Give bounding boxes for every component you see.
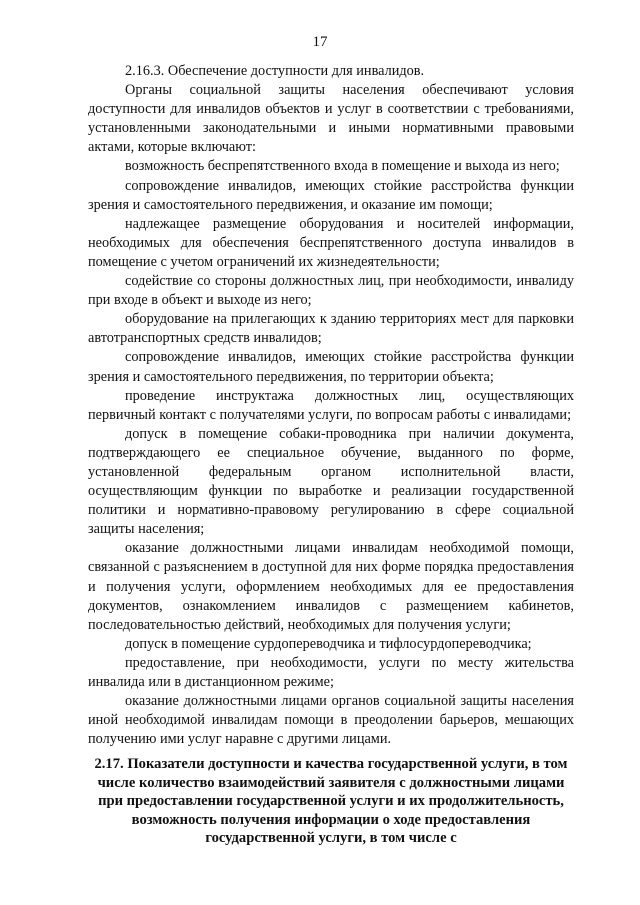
page-number: 17 <box>312 34 328 50</box>
paragraph-item: предоставление, при необходимости, услуги по месту жительства инвалида или в дистанционном режиме; <box>88 654 574 690</box>
paragraph-intro: Органы социальной защиты населения обеспечивают условия доступности для инвалидов объектов и услуг в соответствии с требованиями, установленными законодательными и иными нормативными правовыми актами, которые включают: <box>88 82 574 156</box>
paragraph-item: проведение инструктажа должностных лиц, осуществляющих первичный контакт с получателями услуги, по вопросам работы с инвалидами; <box>88 387 574 423</box>
paragraph-item: оборудование на прилегающих к зданию территориях мест для парковки автотранспортных средств инвалидов; <box>88 311 574 347</box>
body-text <box>88 62 574 749</box>
paragraph-item: допуск в помещение сурдопереводчика и тифлосурдопереводчика; <box>125 635 532 652</box>
paragraph-item: сопровождение инвалидов, имеющих стойкие расстройства функции зрения и самостоятельного передвижения, и оказание им помощи; <box>88 177 574 213</box>
paragraph-item: возможность беспрепятственного входа в помещение и выхода из него; <box>125 158 560 175</box>
paragraph-item: сопровождение инвалидов, имеющих стойкие расстройства функции зрения и самостоятельного передвижения, по территории объекта; <box>88 349 574 385</box>
paragraph-item: допуск в помещение собаки-проводника при наличии документа, подтверждающего ее специальное обучение, выданного по форме, установленной федеральным органом исполнительной власти, осуществляющим функции по выработке и реализации государственной политики и нормативно-правовому регулированию в сфере социальной защиты населения; <box>88 425 574 538</box>
paragraph-item: оказание должностными лицами инвалидам необходимой помощи, связанной с разъяснением в доступной для них форме порядка предоставления и получения услуги, оформлением необходимых для ее предоставления документов, ознакомлением инвалидов с размещением кабинетов, последовательностью действий, необходимых для получения услуги; <box>88 540 574 633</box>
section-heading: 2.17. Показатели доступности и качества государственной услуги, в том числе количество взаимодействий заявителя с должностными лицами при предоставлении государственной услуги и их продолжительность, возможность получения информации о ходе предоставления государственной услуги, в том числе с <box>94 756 568 847</box>
paragraph-item: содействие со стороны должностных лиц, при необходимости, инвалиду при входе в объект и выходе из него; <box>88 273 574 309</box>
paragraph-section-title: 2.16.3. Обеспечение доступности для инвалидов. <box>125 63 425 79</box>
paragraph-item: оказание должностными лицами органов социальной защиты населения иной необходимой инвалидам помощи в преодолении барьеров, мешающих получению ими услуг наравне с другими лицами. <box>88 693 574 748</box>
paragraph-item: надлежащее размещение оборудования и носителей информации, необходимых для обеспечения беспрепятственного доступа инвалидов в помещение с учетом ограничений их жизнедеятельности; <box>88 215 574 270</box>
